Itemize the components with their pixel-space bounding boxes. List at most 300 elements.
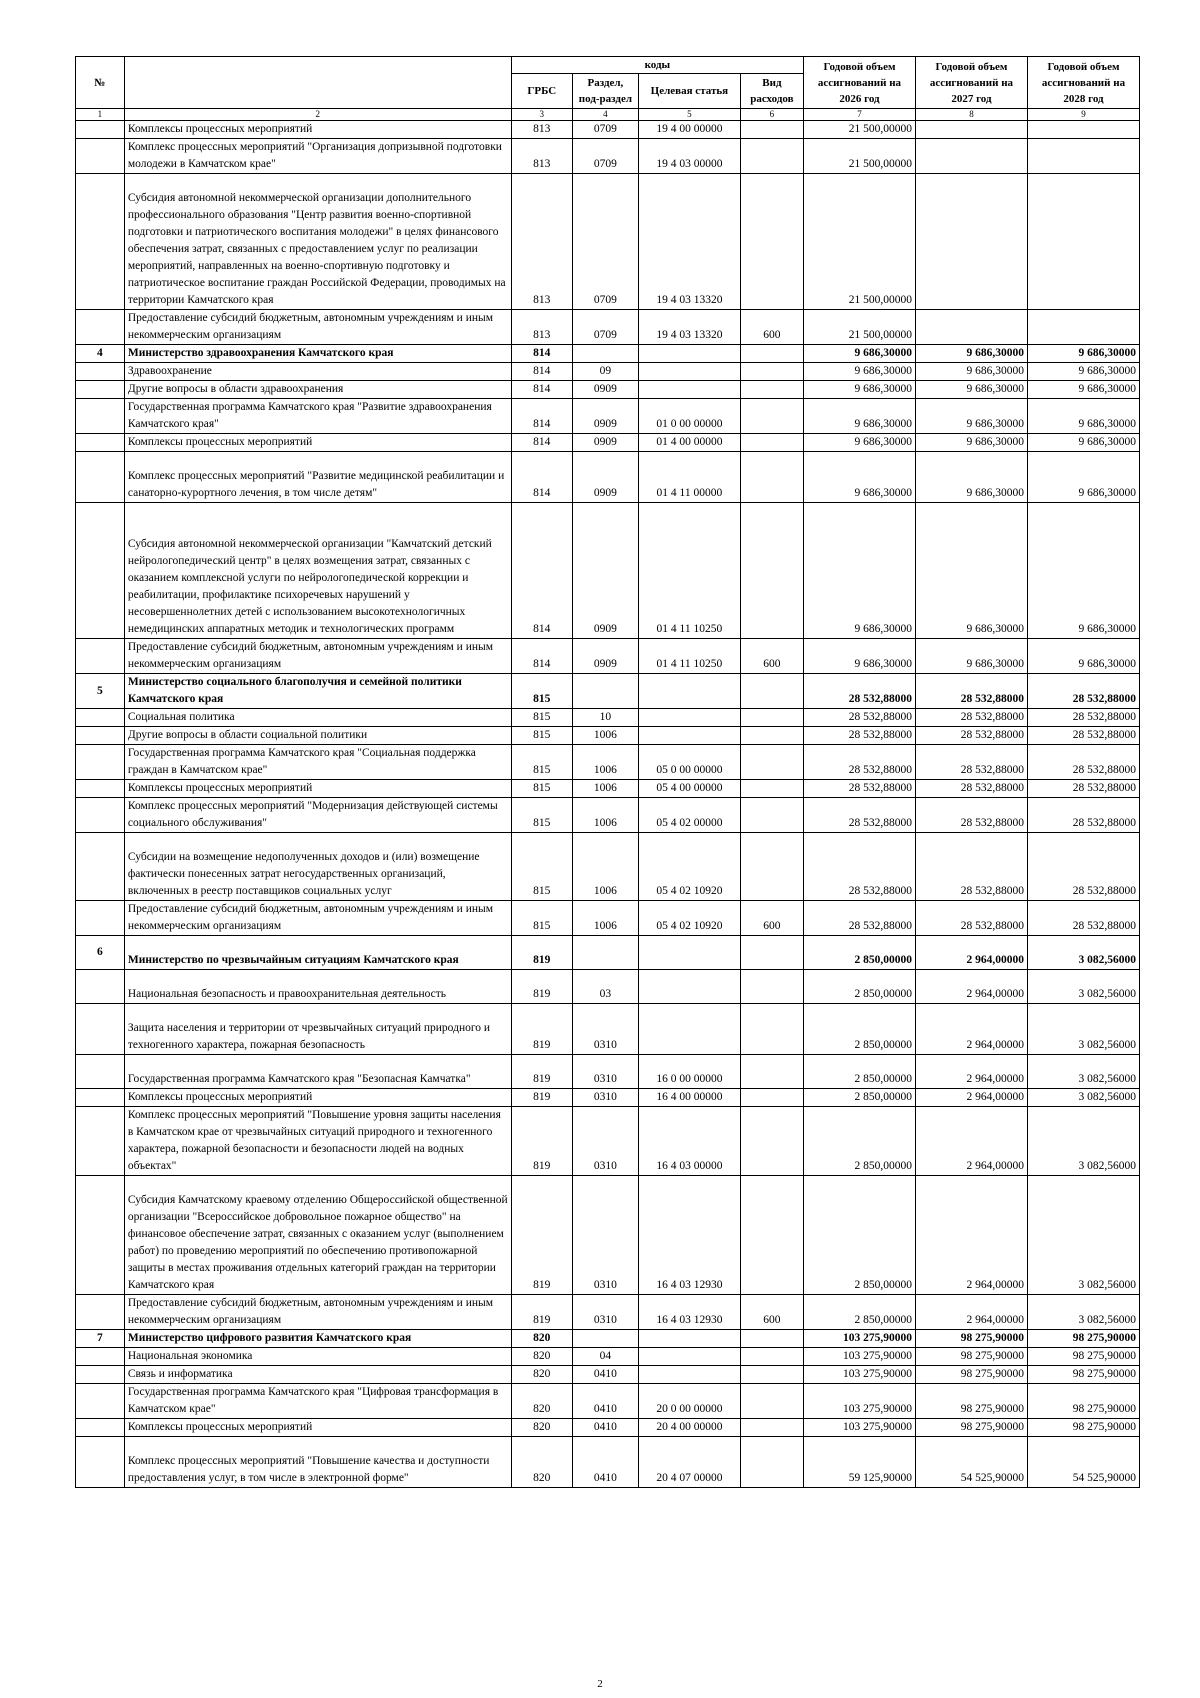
- row-target: [639, 674, 741, 709]
- row-amount-2027: 2 964,00000: [915, 1107, 1027, 1176]
- row-target: 16 4 03 12930: [639, 1176, 741, 1295]
- row-vid: [740, 1107, 803, 1176]
- row-target: [639, 709, 741, 727]
- row-amount-2026: 28 532,88000: [803, 901, 915, 936]
- table-row: [76, 1295, 1140, 1330]
- row-vid: [740, 936, 803, 970]
- row-amount-2028: [1027, 174, 1139, 310]
- row-amount-2027: 28 532,88000: [915, 798, 1027, 833]
- row-target: [639, 363, 741, 381]
- row-section: 0410: [572, 1384, 638, 1419]
- row-vid: [740, 727, 803, 745]
- row-number: [76, 310, 125, 345]
- row-number: 7: [76, 1330, 125, 1348]
- row-amount-2028: [1027, 139, 1139, 174]
- row-grbs: 819: [511, 1176, 572, 1295]
- col-number: 2: [124, 109, 511, 121]
- header-2026: Годовой объем ассигнований на 2026 год: [803, 57, 915, 109]
- table-body: [76, 121, 1140, 1488]
- row-section: 04: [572, 1348, 638, 1366]
- col-number: 9: [1027, 109, 1139, 121]
- table-row: [76, 1437, 1140, 1488]
- row-target: [639, 345, 741, 363]
- table-row: [76, 1055, 1140, 1089]
- row-target: 01 4 00 00000: [639, 434, 741, 452]
- row-name: Комплекс процессных мероприятий "Организация допризывной подготовки молодежи в Камчатском крае": [124, 139, 511, 174]
- row-amount-2027: 28 532,88000: [915, 709, 1027, 727]
- row-number: [76, 503, 125, 639]
- row-vid: [740, 503, 803, 639]
- header-name: [124, 57, 511, 109]
- col-number: 5: [639, 109, 741, 121]
- header-no: №: [76, 57, 125, 109]
- row-name: Комплексы процессных мероприятий: [124, 1089, 511, 1107]
- row-section: 0909: [572, 381, 638, 399]
- row-grbs: 813: [511, 121, 572, 139]
- row-grbs: 815: [511, 833, 572, 901]
- row-name: Министерство социального благополучия и семейной политики Камчатского края: [124, 674, 511, 709]
- row-amount-2027: 28 532,88000: [915, 833, 1027, 901]
- row-number: [76, 901, 125, 936]
- table-row: [76, 452, 1140, 503]
- row-target: [639, 1330, 741, 1348]
- col-number: 3: [511, 109, 572, 121]
- row-name: Предоставление субсидий бюджетным, автономным учреждениям и иным некоммерческим организациям: [124, 639, 511, 674]
- row-vid: [740, 452, 803, 503]
- row-name: Комплекс процессных мероприятий "Повышение уровня защиты населения в Камчатском крае от чрезвычайных ситуаций природного и техногенного характера, пожарной безопасности и безопасности людей на водных объектах": [124, 1107, 511, 1176]
- table-row: [76, 1004, 1140, 1055]
- row-name: Комплексы процессных мероприятий: [124, 121, 511, 139]
- row-grbs: 819: [511, 1004, 572, 1055]
- row-amount-2028: 28 532,88000: [1027, 745, 1139, 780]
- row-section: 0310: [572, 1176, 638, 1295]
- row-number: [76, 452, 125, 503]
- col-number: 8: [915, 109, 1027, 121]
- row-name: Субсидия автономной некоммерческой организации дополнительного профессионального образования "Центр развития военно-спортивной подготовки и патриотического воспитания молодежи" в целях финансового обеспечения затрат, связанных с предоставлением услуг по реализации мероприятий, направленных на военно-спортивную подготовку и патриотическое воспитание граждан Российской Федерации, проводимых на территории Камчатского края: [124, 174, 511, 310]
- row-name: Субсидия Камчатскому краевому отделению Общероссийской общественной организации "Всероссийское добровольное пожарное общество" на финансовое обеспечение затрат, связанных с оказанием услуг (выполнением работ) по проведению мероприятий по обеспечению противопожарной защиты в местах проживания отдельных категорий граждан на территории Камчатского края: [124, 1176, 511, 1295]
- row-amount-2027: 2 964,00000: [915, 1004, 1027, 1055]
- row-amount-2027: 2 964,00000: [915, 970, 1027, 1004]
- row-amount-2027: 9 686,30000: [915, 363, 1027, 381]
- row-vid: [740, 798, 803, 833]
- row-amount-2027: 98 275,90000: [915, 1419, 1027, 1437]
- row-number: [76, 970, 125, 1004]
- table-row: [76, 1366, 1140, 1384]
- row-amount-2026: 28 532,88000: [803, 727, 915, 745]
- row-section: 0709: [572, 121, 638, 139]
- row-section: 0410: [572, 1419, 638, 1437]
- row-number: [76, 121, 125, 139]
- row-number: [76, 1437, 125, 1488]
- row-vid: [740, 833, 803, 901]
- row-amount-2027: 2 964,00000: [915, 936, 1027, 970]
- row-name: Субсидия автономной некоммерческой организации "Камчатский детский нейрологопедический центр" в целях возмещения затрат, связанных с оказанием комплексной услуги по нейрологопедической коррекции и реабилитации, профилактике психоречевых нарушений у несовершеннолетних детей с использованием высокотехнологичных немедицинских аппаратных методик и технологических программ: [124, 503, 511, 639]
- row-grbs: 820: [511, 1348, 572, 1366]
- row-vid: [740, 1419, 803, 1437]
- row-number: [76, 1089, 125, 1107]
- table-row: [76, 1348, 1140, 1366]
- row-amount-2027: 28 532,88000: [915, 901, 1027, 936]
- row-section: [572, 345, 638, 363]
- row-grbs: 820: [511, 1437, 572, 1488]
- row-amount-2028: 9 686,30000: [1027, 345, 1139, 363]
- row-amount-2027: 98 275,90000: [915, 1384, 1027, 1419]
- row-grbs: 820: [511, 1384, 572, 1419]
- row-amount-2026: 28 532,88000: [803, 780, 915, 798]
- row-target: 16 4 03 00000: [639, 1107, 741, 1176]
- header-codes: коды: [511, 57, 803, 74]
- row-amount-2028: 98 275,90000: [1027, 1330, 1139, 1348]
- row-amount-2028: [1027, 310, 1139, 345]
- row-target: 19 4 03 13320: [639, 310, 741, 345]
- table-row: [76, 639, 1140, 674]
- row-amount-2026: 103 275,90000: [803, 1419, 915, 1437]
- row-amount-2026: 9 686,30000: [803, 363, 915, 381]
- row-grbs: 813: [511, 139, 572, 174]
- row-target: 01 0 00 00000: [639, 399, 741, 434]
- row-target: 16 4 00 00000: [639, 1089, 741, 1107]
- row-vid: [740, 1366, 803, 1384]
- row-target: [639, 1348, 741, 1366]
- row-section: 0909: [572, 434, 638, 452]
- row-grbs: 819: [511, 1295, 572, 1330]
- row-section: 1006: [572, 780, 638, 798]
- row-amount-2027: 28 532,88000: [915, 727, 1027, 745]
- row-vid: [740, 139, 803, 174]
- row-number: [76, 1176, 125, 1295]
- row-amount-2028: 9 686,30000: [1027, 381, 1139, 399]
- table-row: [76, 1176, 1140, 1295]
- row-amount-2028: 28 532,88000: [1027, 727, 1139, 745]
- row-section: 0909: [572, 452, 638, 503]
- row-number: [76, 1107, 125, 1176]
- row-section: [572, 674, 638, 709]
- row-number: [76, 174, 125, 310]
- row-grbs: 815: [511, 674, 572, 709]
- row-target: 19 4 00 00000: [639, 121, 741, 139]
- row-target: 05 0 00 00000: [639, 745, 741, 780]
- row-target: 16 4 03 12930: [639, 1295, 741, 1330]
- row-target: 01 4 11 00000: [639, 452, 741, 503]
- row-number: [76, 833, 125, 901]
- row-amount-2026: 9 686,30000: [803, 381, 915, 399]
- row-amount-2027: [915, 139, 1027, 174]
- row-amount-2026: 9 686,30000: [803, 452, 915, 503]
- row-name: Субсидии на возмещение недополученных доходов и (или) возмещение фактически понесенных затрат негосударственных организаций, включенных в реестр поставщиков социальных услуг: [124, 833, 511, 901]
- row-grbs: 815: [511, 709, 572, 727]
- table-row: [76, 833, 1140, 901]
- row-amount-2027: 54 525,90000: [915, 1437, 1027, 1488]
- row-amount-2028: 3 082,56000: [1027, 936, 1139, 970]
- row-section: 0909: [572, 639, 638, 674]
- row-number: [76, 434, 125, 452]
- budget-table: [75, 56, 1140, 1488]
- row-amount-2028: 28 532,88000: [1027, 901, 1139, 936]
- row-name: Предоставление субсидий бюджетным, автономным учреждениям и иным некоммерческим организациям: [124, 1295, 511, 1330]
- row-section: 0410: [572, 1437, 638, 1488]
- row-amount-2026: 59 125,90000: [803, 1437, 915, 1488]
- header-2027: Годовой объем ассигнований на 2027 год: [915, 57, 1027, 109]
- row-amount-2027: 9 686,30000: [915, 503, 1027, 639]
- row-name: Государственная программа Камчатского края "Социальная поддержка граждан в Камчатском крае": [124, 745, 511, 780]
- header-section: Раздел, под-раздел: [572, 74, 638, 109]
- row-vid: 600: [740, 1295, 803, 1330]
- row-name: Государственная программа Камчатского края "Развитие здравоохранения Камчатского края": [124, 399, 511, 434]
- header-2028: Годовой объем ассигнований на 2028 год: [1027, 57, 1139, 109]
- row-section: 10: [572, 709, 638, 727]
- row-section: 0909: [572, 503, 638, 639]
- row-amount-2028: 98 275,90000: [1027, 1348, 1139, 1366]
- row-amount-2028: 3 082,56000: [1027, 1089, 1139, 1107]
- row-amount-2027: 2 964,00000: [915, 1176, 1027, 1295]
- row-vid: [740, 1330, 803, 1348]
- row-grbs: 813: [511, 310, 572, 345]
- row-number: [76, 780, 125, 798]
- row-amount-2028: 28 532,88000: [1027, 780, 1139, 798]
- row-number: [76, 1419, 125, 1437]
- row-amount-2027: 9 686,30000: [915, 452, 1027, 503]
- row-section: 03: [572, 970, 638, 1004]
- row-target: 19 4 03 00000: [639, 139, 741, 174]
- row-amount-2027: [915, 310, 1027, 345]
- row-section: [572, 1330, 638, 1348]
- row-number: 5: [76, 674, 125, 709]
- row-section: 09: [572, 363, 638, 381]
- row-number: [76, 1366, 125, 1384]
- row-amount-2027: 9 686,30000: [915, 434, 1027, 452]
- row-number: 6: [76, 936, 125, 970]
- row-amount-2027: 98 275,90000: [915, 1366, 1027, 1384]
- col-number: 1: [76, 109, 125, 121]
- table-row: [76, 310, 1140, 345]
- row-vid: [740, 745, 803, 780]
- table-row: [76, 139, 1140, 174]
- table-row: [76, 709, 1140, 727]
- row-section: 0310: [572, 1295, 638, 1330]
- row-amount-2026: 28 532,88000: [803, 798, 915, 833]
- row-grbs: 814: [511, 639, 572, 674]
- row-section: 0909: [572, 399, 638, 434]
- row-amount-2026: 2 850,00000: [803, 1055, 915, 1089]
- row-grbs: 815: [511, 798, 572, 833]
- row-name: Министерство цифрового развития Камчатского края: [124, 1330, 511, 1348]
- row-grbs: 813: [511, 174, 572, 310]
- row-amount-2026: 2 850,00000: [803, 970, 915, 1004]
- row-amount-2028: 3 082,56000: [1027, 970, 1139, 1004]
- row-amount-2028: 28 532,88000: [1027, 709, 1139, 727]
- row-section: 0709: [572, 174, 638, 310]
- row-number: 4: [76, 345, 125, 363]
- row-target: 05 4 02 10920: [639, 833, 741, 901]
- table-row: [76, 174, 1140, 310]
- table-row: [76, 727, 1140, 745]
- row-vid: [740, 121, 803, 139]
- row-amount-2028: 9 686,30000: [1027, 639, 1139, 674]
- col-number: 7: [803, 109, 915, 121]
- row-name: Комплекс процессных мероприятий "Развитие медицинской реабилитации и санаторно-курортного лечения, в том числе детям": [124, 452, 511, 503]
- row-grbs: 819: [511, 970, 572, 1004]
- row-amount-2028: 3 082,56000: [1027, 1055, 1139, 1089]
- row-amount-2028: 54 525,90000: [1027, 1437, 1139, 1488]
- row-amount-2027: 9 686,30000: [915, 399, 1027, 434]
- row-section: 0709: [572, 139, 638, 174]
- row-name: Национальная безопасность и правоохранительная деятельность: [124, 970, 511, 1004]
- row-amount-2028: 98 275,90000: [1027, 1419, 1139, 1437]
- row-amount-2027: 9 686,30000: [915, 345, 1027, 363]
- row-target: [639, 727, 741, 745]
- row-grbs: 814: [511, 381, 572, 399]
- row-name: Другие вопросы в области социальной политики: [124, 727, 511, 745]
- table-row: [76, 1384, 1140, 1419]
- row-name: Комплекс процессных мероприятий "Модернизация действующей системы социального обслуживания": [124, 798, 511, 833]
- row-section: [572, 936, 638, 970]
- table-row: [76, 1089, 1140, 1107]
- row-amount-2028: 9 686,30000: [1027, 399, 1139, 434]
- row-amount-2027: 9 686,30000: [915, 639, 1027, 674]
- row-section: 0310: [572, 1107, 638, 1176]
- row-section: 1006: [572, 798, 638, 833]
- row-amount-2028: 28 532,88000: [1027, 798, 1139, 833]
- table-row: [76, 363, 1140, 381]
- row-target: [639, 970, 741, 1004]
- row-amount-2026: 9 686,30000: [803, 345, 915, 363]
- page-number: 2: [597, 1678, 603, 1690]
- table-row: [76, 901, 1140, 936]
- row-name: Государственная программа Камчатского края "Цифровая трансформация в Камчатском крае": [124, 1384, 511, 1419]
- row-section: 0310: [572, 1055, 638, 1089]
- row-name: Связь и информатика: [124, 1366, 511, 1384]
- row-amount-2028: [1027, 121, 1139, 139]
- row-amount-2026: 9 686,30000: [803, 434, 915, 452]
- row-section: 0709: [572, 310, 638, 345]
- row-grbs: 820: [511, 1366, 572, 1384]
- row-number: [76, 399, 125, 434]
- row-amount-2027: 2 964,00000: [915, 1295, 1027, 1330]
- row-amount-2026: 9 686,30000: [803, 399, 915, 434]
- row-amount-2027: 28 532,88000: [915, 745, 1027, 780]
- row-amount-2027: 28 532,88000: [915, 780, 1027, 798]
- row-section: 1006: [572, 833, 638, 901]
- row-grbs: 820: [511, 1330, 572, 1348]
- row-vid: [740, 1004, 803, 1055]
- row-grbs: 814: [511, 503, 572, 639]
- table-row: [76, 1330, 1140, 1348]
- row-number: [76, 363, 125, 381]
- row-target: [639, 1366, 741, 1384]
- table-row: [76, 381, 1140, 399]
- row-name: Министерство по чрезвычайным ситуациям Камчатского края: [124, 936, 511, 970]
- row-amount-2026: 28 532,88000: [803, 674, 915, 709]
- row-grbs: 819: [511, 936, 572, 970]
- row-target: [639, 381, 741, 399]
- row-amount-2026: 21 500,00000: [803, 121, 915, 139]
- row-vid: [740, 434, 803, 452]
- row-amount-2028: 9 686,30000: [1027, 503, 1139, 639]
- row-grbs: 814: [511, 399, 572, 434]
- row-amount-2026: 2 850,00000: [803, 1107, 915, 1176]
- row-amount-2026: 2 850,00000: [803, 1295, 915, 1330]
- header-vid: Вид расходов: [740, 74, 803, 109]
- row-vid: [740, 1348, 803, 1366]
- row-section: 1006: [572, 727, 638, 745]
- row-target: [639, 1004, 741, 1055]
- header-target: Целевая статья: [639, 74, 741, 109]
- row-name: Защита населения и территории от чрезвычайных ситуаций природного и техногенного характера, пожарная безопасность: [124, 1004, 511, 1055]
- row-grbs: 820: [511, 1419, 572, 1437]
- row-name: Комплексы процессных мероприятий: [124, 780, 511, 798]
- table-row: [76, 121, 1140, 139]
- row-vid: [740, 174, 803, 310]
- row-vid: [740, 709, 803, 727]
- row-grbs: 815: [511, 780, 572, 798]
- row-amount-2026: 21 500,00000: [803, 310, 915, 345]
- row-name: Министерство здравоохранения Камчатского края: [124, 345, 511, 363]
- row-amount-2028: 3 082,56000: [1027, 1295, 1139, 1330]
- row-target: [639, 936, 741, 970]
- row-vid: 600: [740, 639, 803, 674]
- row-grbs: 819: [511, 1055, 572, 1089]
- row-amount-2028: 3 082,56000: [1027, 1004, 1139, 1055]
- row-name: Национальная экономика: [124, 1348, 511, 1366]
- row-name: Государственная программа Камчатского края "Безопасная Камчатка": [124, 1055, 511, 1089]
- row-grbs: 814: [511, 363, 572, 381]
- row-vid: [740, 1176, 803, 1295]
- table-row: [76, 434, 1140, 452]
- row-vid: [740, 363, 803, 381]
- row-grbs: 819: [511, 1107, 572, 1176]
- row-grbs: 814: [511, 345, 572, 363]
- row-section: 0310: [572, 1089, 638, 1107]
- row-vid: [740, 1384, 803, 1419]
- row-section: 1006: [572, 901, 638, 936]
- row-amount-2026: 2 850,00000: [803, 936, 915, 970]
- table-row: [76, 970, 1140, 1004]
- row-amount-2028: 98 275,90000: [1027, 1384, 1139, 1419]
- row-target: 05 4 00 00000: [639, 780, 741, 798]
- table-row: [76, 345, 1140, 363]
- row-amount-2028: 9 686,30000: [1027, 452, 1139, 503]
- row-amount-2026: 9 686,30000: [803, 639, 915, 674]
- row-amount-2027: 2 964,00000: [915, 1089, 1027, 1107]
- row-amount-2028: 28 532,88000: [1027, 833, 1139, 901]
- row-name: Комплексы процессных мероприятий: [124, 1419, 511, 1437]
- row-amount-2027: 98 275,90000: [915, 1330, 1027, 1348]
- table-row: [76, 674, 1140, 709]
- row-amount-2027: [915, 174, 1027, 310]
- row-vid: [740, 1055, 803, 1089]
- column-numbers-row: [76, 109, 1140, 121]
- row-amount-2026: 103 275,90000: [803, 1384, 915, 1419]
- row-vid: [740, 1437, 803, 1488]
- row-amount-2026: 28 532,88000: [803, 833, 915, 901]
- row-amount-2026: 21 500,00000: [803, 174, 915, 310]
- row-grbs: 814: [511, 434, 572, 452]
- row-target: 16 0 00 00000: [639, 1055, 741, 1089]
- table-row: [76, 798, 1140, 833]
- table-row: [76, 399, 1140, 434]
- row-amount-2026: 28 532,88000: [803, 745, 915, 780]
- row-vid: 600: [740, 901, 803, 936]
- row-vid: [740, 674, 803, 709]
- table-row: [76, 745, 1140, 780]
- col-number: 6: [740, 109, 803, 121]
- row-name: Другие вопросы в области здравоохранения: [124, 381, 511, 399]
- row-amount-2028: 9 686,30000: [1027, 363, 1139, 381]
- row-amount-2027: 98 275,90000: [915, 1348, 1027, 1366]
- row-name: Предоставление субсидий бюджетным, автономным учреждениям и иным некоммерческим организациям: [124, 310, 511, 345]
- row-section: 1006: [572, 745, 638, 780]
- row-amount-2026: 103 275,90000: [803, 1330, 915, 1348]
